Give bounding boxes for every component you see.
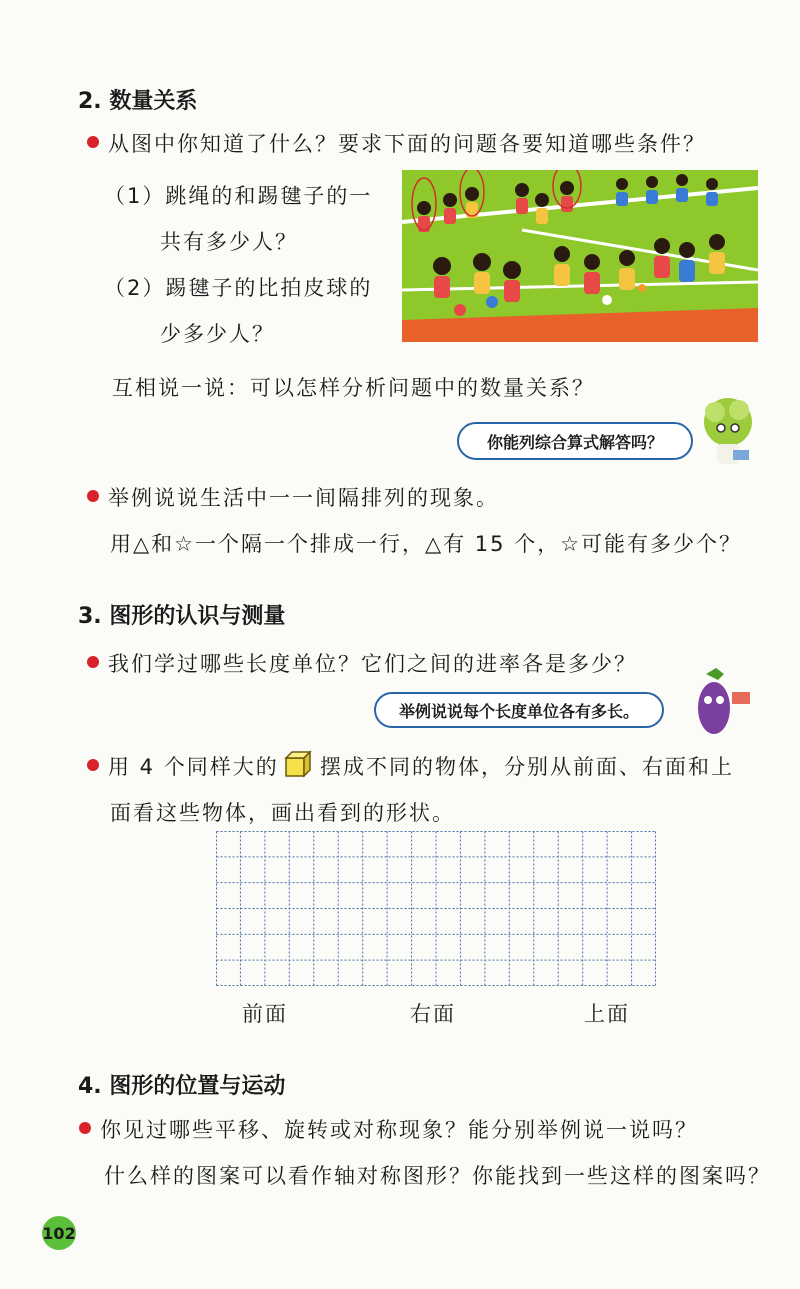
problem-1-line-1: （1）跳绳的和踢毽子的一 xyxy=(104,184,373,208)
length-units-question: 我们学过哪些长度单位？它们之间的进率各是多少？ xyxy=(108,652,637,676)
bullet-dot xyxy=(87,656,99,668)
problem-2-line-1: （2）踢毽子的比拍皮球的 xyxy=(104,276,373,300)
grid-label-right: 右面 xyxy=(410,1002,456,1026)
grid-label-top: 上面 xyxy=(584,1002,630,1026)
interval-arrangement-prompt: 举例说说生活中一一间隔排列的现象。 xyxy=(108,486,499,510)
section-4-heading: 4. 图形的位置与运动 xyxy=(78,1074,286,1099)
bullet-dot xyxy=(79,1122,91,1134)
cube-exercise-part-2: 摆成不同的物体，分别从前面、右面和上 xyxy=(320,755,734,779)
speech-bubble-length-text: 举例说说每个长度单位各有多长。 xyxy=(398,701,639,721)
drawing-grid xyxy=(216,831,656,986)
speech-bubble-length xyxy=(374,692,664,728)
cube-exercise-part-1: 用 4 个同样大的 xyxy=(108,755,279,779)
discussion-prompt: 互相说一说：可以怎样分析问题中的数量关系？ xyxy=(112,376,595,400)
bullet-dot xyxy=(87,759,99,771)
cabbage-mascot-icon xyxy=(697,394,759,470)
page-number: 102 xyxy=(42,1223,76,1243)
problem-2-line-2: 少多少人？ xyxy=(160,322,275,346)
cube-exercise-line-2: 面看这些物体，画出看到的形状。 xyxy=(110,801,455,825)
problem-1-line-2: 共有多少人？ xyxy=(160,230,298,254)
cube-icon xyxy=(282,748,314,780)
speech-bubble-formula xyxy=(457,422,693,460)
speech-bubble-formula-text: 你能列综合算式解答吗？ xyxy=(486,432,663,452)
eggplant-mascot-icon xyxy=(680,664,756,740)
interval-exercise: 用△和☆一个隔一个排成一行，△有 15 个，☆可能有多少个？ xyxy=(110,532,743,556)
page-number-badge xyxy=(42,1216,76,1250)
symmetry-question: 你见过哪些平移、旋转或对称现象？能分别举例说一说吗？ xyxy=(100,1118,698,1142)
section-2-question: 从图中你知道了什么？要求下面的问题各要知道哪些条件？ xyxy=(108,132,706,156)
bullet-dot xyxy=(87,136,99,148)
section-2-heading: 2. 数量关系 xyxy=(78,89,198,114)
grid-label-front: 前面 xyxy=(242,1002,288,1026)
axis-symmetry-question: 什么样的图案可以看作轴对称图形？你能找到一些这样的图案吗？ xyxy=(104,1164,771,1188)
section-3-heading: 3. 图形的认识与测量 xyxy=(78,604,286,629)
playground-illustration xyxy=(402,170,758,342)
bullet-dot xyxy=(87,490,99,502)
